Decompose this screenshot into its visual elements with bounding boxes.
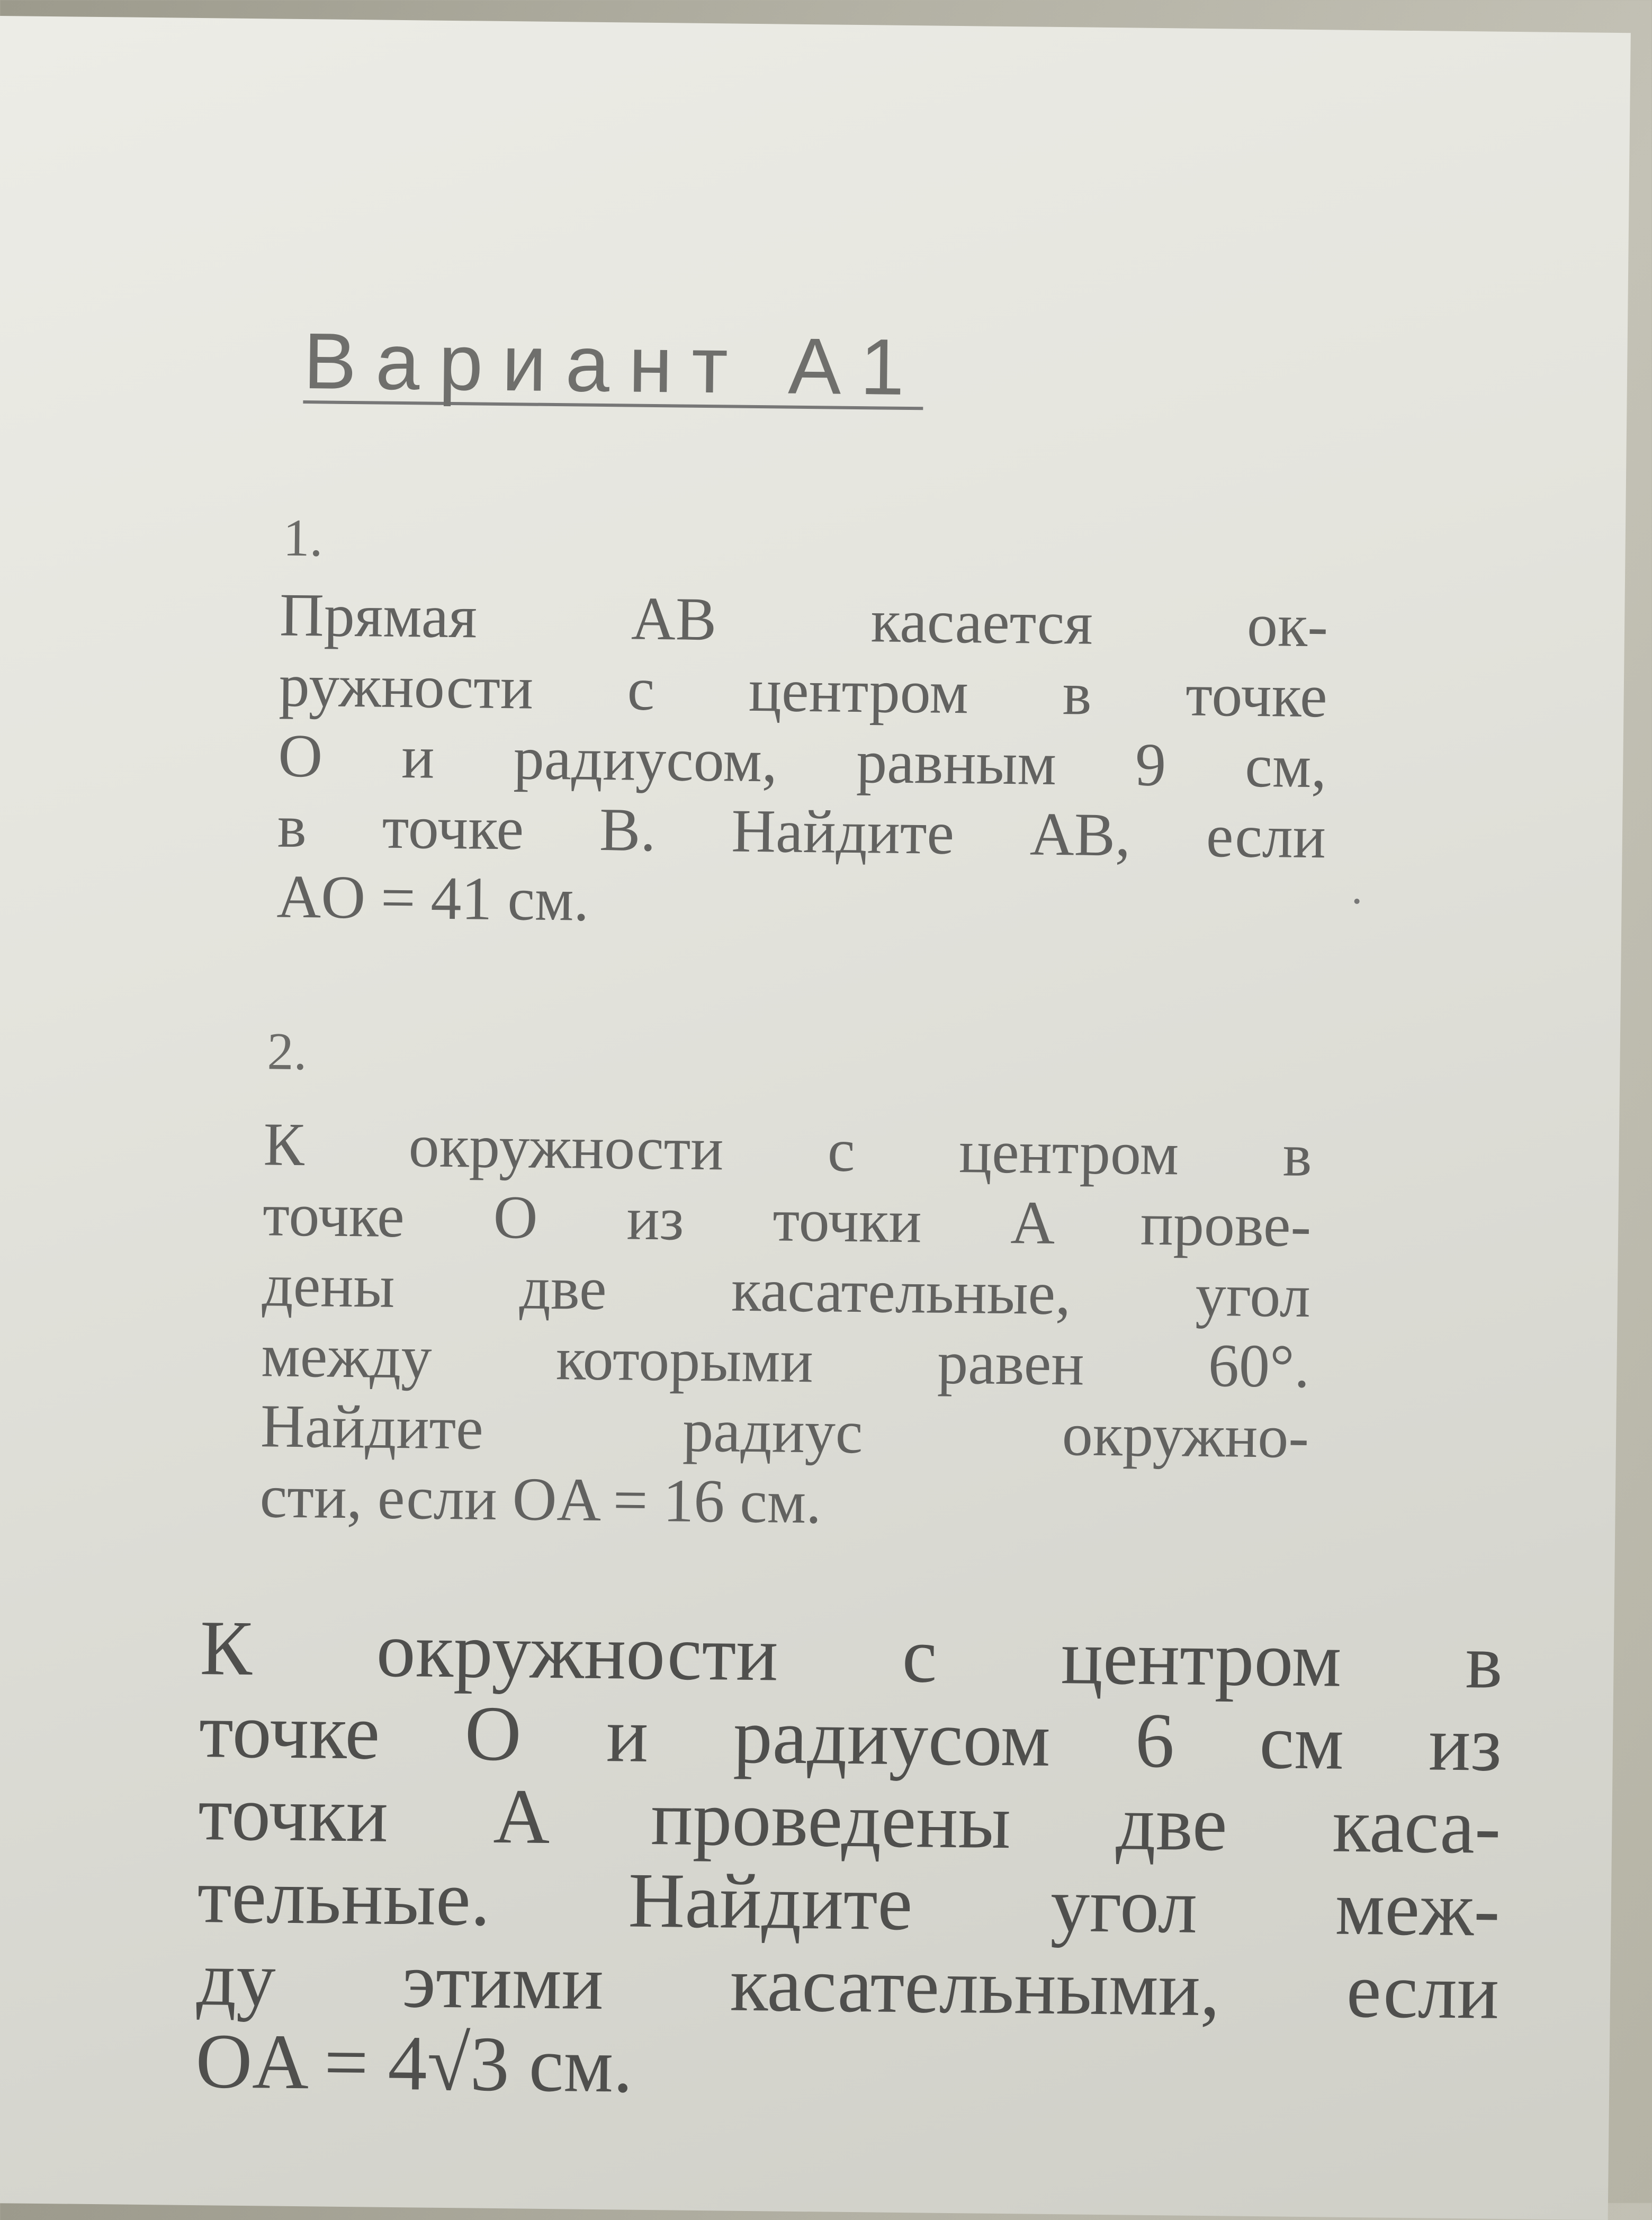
variant-title: Вариант А1 <box>303 316 924 412</box>
problem-1-line-2: ружности с центром в точке <box>279 651 1328 731</box>
problem-1-line-1: Прямая AB касается ок- <box>279 581 1328 660</box>
problem-2-line-3: дены две касательные, угол <box>262 1251 1311 1331</box>
problem-1-line-4: в точке B. Найдите AB, если <box>277 792 1326 872</box>
problem-2-line-4: между которыми равен 60°. <box>261 1322 1310 1401</box>
problem-1-number: 1. <box>283 508 324 568</box>
problem-2-text <box>259 1109 1312 1543</box>
problem-2-line-6: сти, если OA = 16 см. <box>259 1463 822 1537</box>
problem-3-line-4: тельные. Найдите угол меж- <box>196 1852 1501 1953</box>
problem-3-line-2: точке O и радиусом 6 см из <box>199 1687 1502 1788</box>
problem-1-text <box>276 580 1328 944</box>
problem-2-line-5: Найдите радиус окружно- <box>260 1392 1309 1472</box>
problem-3-line-1: К окружности с центром в <box>199 1605 1503 1705</box>
problem-3-text <box>195 1607 1503 2116</box>
paper-sheet <box>0 16 1631 2220</box>
problem-3-line-6: OA = 4√3 см. <box>195 2018 634 2109</box>
problem-2-line-2: точке O из точки A прове- <box>262 1181 1312 1260</box>
problem-1-line-5: AO = 41 см. <box>276 863 590 934</box>
problem-3-line-3: точки A проведены две каса- <box>197 1770 1502 1870</box>
problem-1-line-3: O и радиусом, равным 9 см, <box>277 722 1327 801</box>
problem-2-number: 2. <box>266 1022 308 1081</box>
ink-dot <box>1354 899 1360 904</box>
problem-2-line-1: К окружности с центром в <box>263 1111 1313 1190</box>
problem-3-line-5: ду этими касательными, если <box>196 1935 1500 2036</box>
